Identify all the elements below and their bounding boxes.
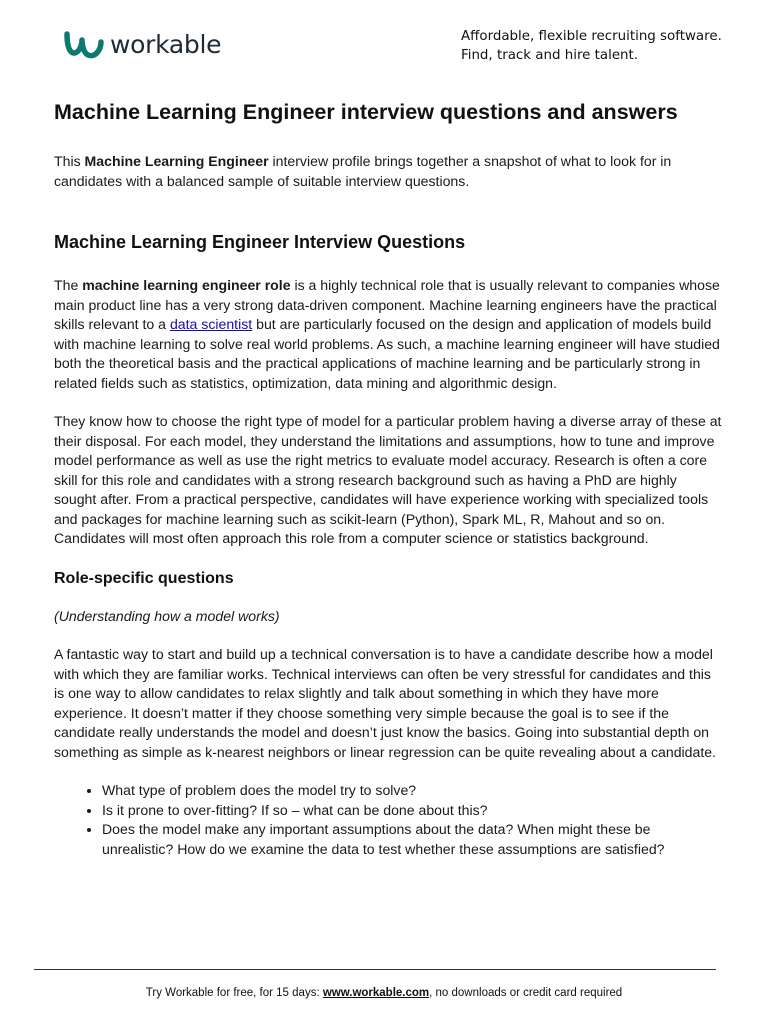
data-scientist-link[interactable]: data scientist xyxy=(169,316,253,332)
page-title: Machine Learning Engineer interview questions and answers xyxy=(54,100,678,124)
list-item: • Is it prone to over-fitting? If so – what can be done about this? xyxy=(102,801,722,821)
tagline xyxy=(461,27,722,65)
tagline-line-1: Affordable, flexible recruiting software. xyxy=(461,29,722,44)
intro-bold: Machine Learning Engineer xyxy=(84,153,269,169)
page-header xyxy=(0,0,768,80)
role-bold: machine learning engineer role xyxy=(82,277,291,293)
section-heading-interview-questions: Machine Learning Engineer Interview Questions xyxy=(54,232,466,252)
intro-post: interview profile brings together a snapshot of what to look for in candidates with a balanced sample of suitable interview questions. xyxy=(54,153,672,189)
main-content xyxy=(54,97,722,859)
workable-logo-icon xyxy=(64,30,106,60)
role-pre: The xyxy=(54,277,83,293)
section-heading-role-specific: Role-specific questions xyxy=(54,569,234,587)
intro-paragraph xyxy=(54,152,722,191)
footer-pre: Try Workable for free, for 15 days: xyxy=(145,987,323,999)
footer-post: , no downloads or credit card required xyxy=(429,987,623,999)
page-footer xyxy=(0,987,768,999)
footer-divider xyxy=(34,969,716,970)
footer-workable-link[interactable]: www.workable.com xyxy=(322,987,430,999)
subheading-understanding-model: (Understanding how a model works) xyxy=(54,607,280,624)
list-item: • What type of problem does the model try to solve? xyxy=(102,781,722,801)
conversation-paragraph: A fantastic way to start and build up a technical conversation is to have a candidate describe how a model with which they are familiar works. Technical interviews can often be very stressful for candidates and this is one way to allow candidates to relax slightly and talk about something in which they have more experience. It doesn’t matter if they choose something very simple because the goal is to see if the candidate really understands the model and doesn’t just know the basics. Going into substantial depth on something as simple as k-nearest neighbors or linear regression can be quite revealing about a candidate. xyxy=(54,646,717,760)
role-paragraph xyxy=(54,276,722,393)
workable-logo[interactable] xyxy=(64,30,221,60)
tagline-line-2: Find, track and hire talent. xyxy=(461,48,639,63)
role-mid: is a highly technical role that is usually relevant to companies whose main product line has a very strong data-driven component. Machine learning engineers have the practical skills relevant to a xyxy=(54,277,720,332)
model-paragraph: They know how to choose the right type of model for a particular problem having a diverse array of these at their disposal. For each model, they understand the limitations and assumptions, how to tune and improve model performance as well as use the right metrics to evaluate model accuracy. Research is often a core skill for this role and candidates with a strong research background such as having a PhD are highly sought after. From a practical perspective, candidates will have experience working with specialized tools and packages for machine learning such as scikit-learn (Python), Spark ML, R, Mahout and so on. Candidates will most often approach this role from a computer science or statistics background. xyxy=(54,413,722,546)
question-list xyxy=(54,781,722,859)
logo-wordmark: workable xyxy=(110,29,222,59)
list-item: • Does the model make any important assumptions about the data? When might these be unrealistic? How do we examine the data to test whether these assumptions are satisfied? xyxy=(102,820,722,859)
role-post: but are particularly focused on the design and application of models build with machine learning to solve real world problems. As such, a machine learning engineer will have studied both the theoretical basis and the practical applications of machine learning and be particularly strong in related fields such as statistics, optimization, data mining and algorithmic design. xyxy=(54,316,720,391)
intro-pre: This xyxy=(54,153,85,169)
